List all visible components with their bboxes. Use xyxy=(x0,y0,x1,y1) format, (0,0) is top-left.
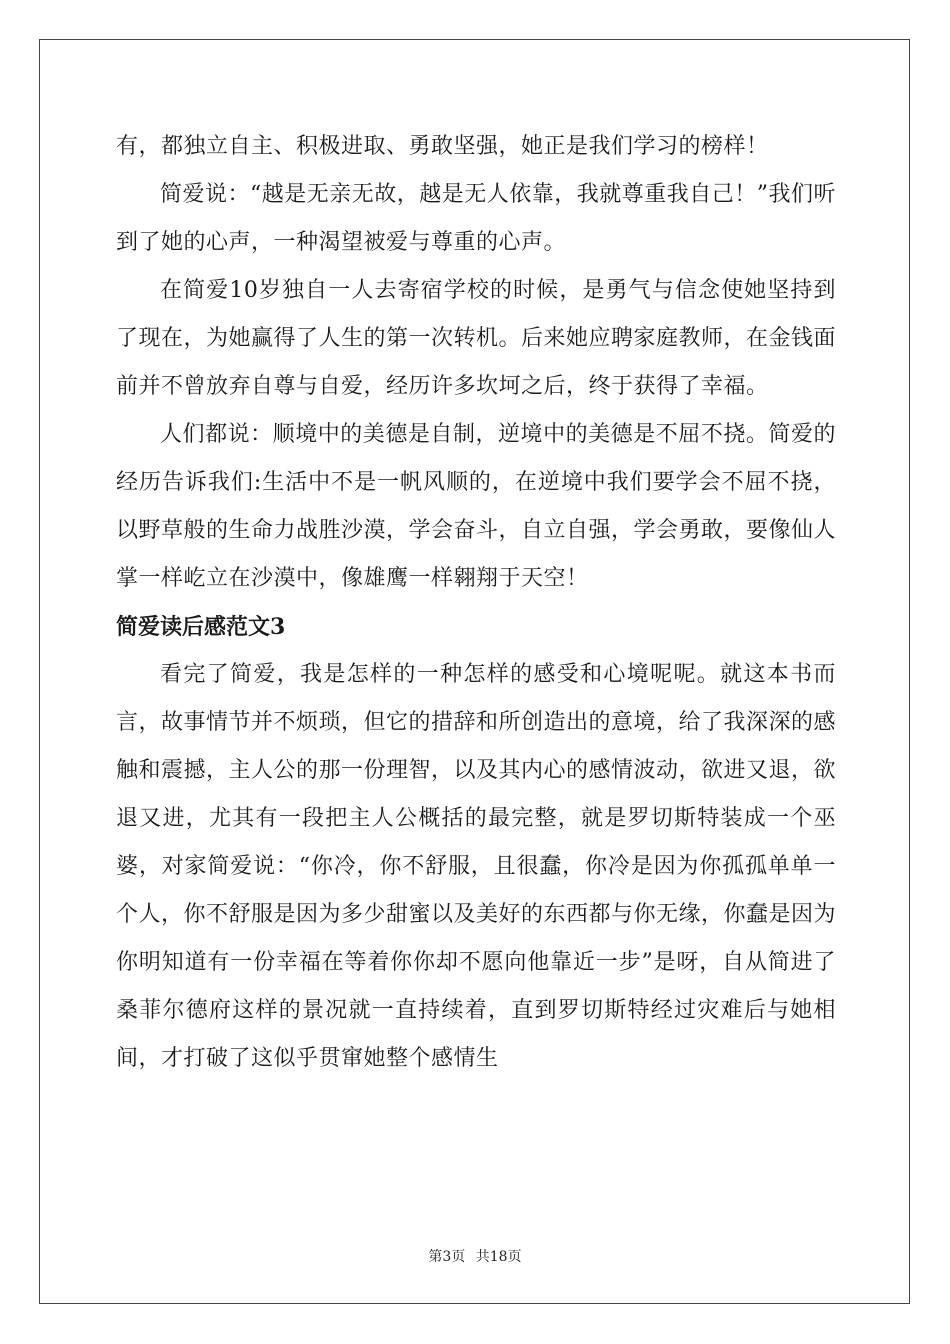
section-title: 简爱读后感范文3 xyxy=(116,614,286,640)
page-number-total: 共18页 xyxy=(475,1249,522,1265)
page-footer xyxy=(0,1246,950,1266)
paragraph-3: 在简爱10岁独自一人去寄宿学校的时候，是勇气与信念使她坚持到了现在，为她赢得了人生的第一次转机。后来她应聘家庭教师，在金钱面前并不曾放弃自尊与自爱，经历许多坎坷之后，终于获得了幸福。 xyxy=(116,278,837,399)
page-number-current: 第3页 xyxy=(428,1249,466,1265)
document-body xyxy=(116,123,836,1083)
paragraph-5: 看完了简爱，我是怎样的一种怎样的感受和心境呢呢。就这本书而言，故事情节并不烦琐，但它的措辞和所创造出的意境，给了我深深的感触和震撼，主人公的那一份理智，以及其内心的感情波动，欲进又退，欲退又进，尤其有一段把主人公概括的最完整，就是罗切斯特装成一个巫婆，对家简爱说：“你冷，你不舒服，且很蠢，你冷是因为你孤孤单单一个人，你不舒服是因为多少甜蜜以及美好的东西都与你无缘，你蠢是因为你明知道有一份幸福在等着你你却不愿向他靠近一步”是呀，自从简进了桑菲尔德府这样的景况就一直持续着，直到罗切斯特经过灾难后与她相间，才打破了这似乎贯窜她整个感情生 xyxy=(116,662,837,1071)
paragraph-1: 有，都独立自主、积极进取、勇敢坚强，她正是我们学习的榜样！ xyxy=(116,134,769,159)
paragraph-2: 简爱说：“越是无亲无故，越是无人依靠，我就尊重我自己！”我们听到了她的心声，一种渴望被爱与尊重的心声。 xyxy=(116,182,836,255)
paragraph-4: 人们都说：顺境中的美德是自制，逆境中的美德是不屈不挠。简爱的经历告诉我们:生活中不是一帆风顺的，在逆境中我们要学会不屈不挠，以野草般的生命力战胜沙漠，学会奋斗，自立自强，学会勇敢，要像仙人掌一样屹立在沙漠中，像雄鹰一样翱翔于天空！ xyxy=(116,422,837,591)
